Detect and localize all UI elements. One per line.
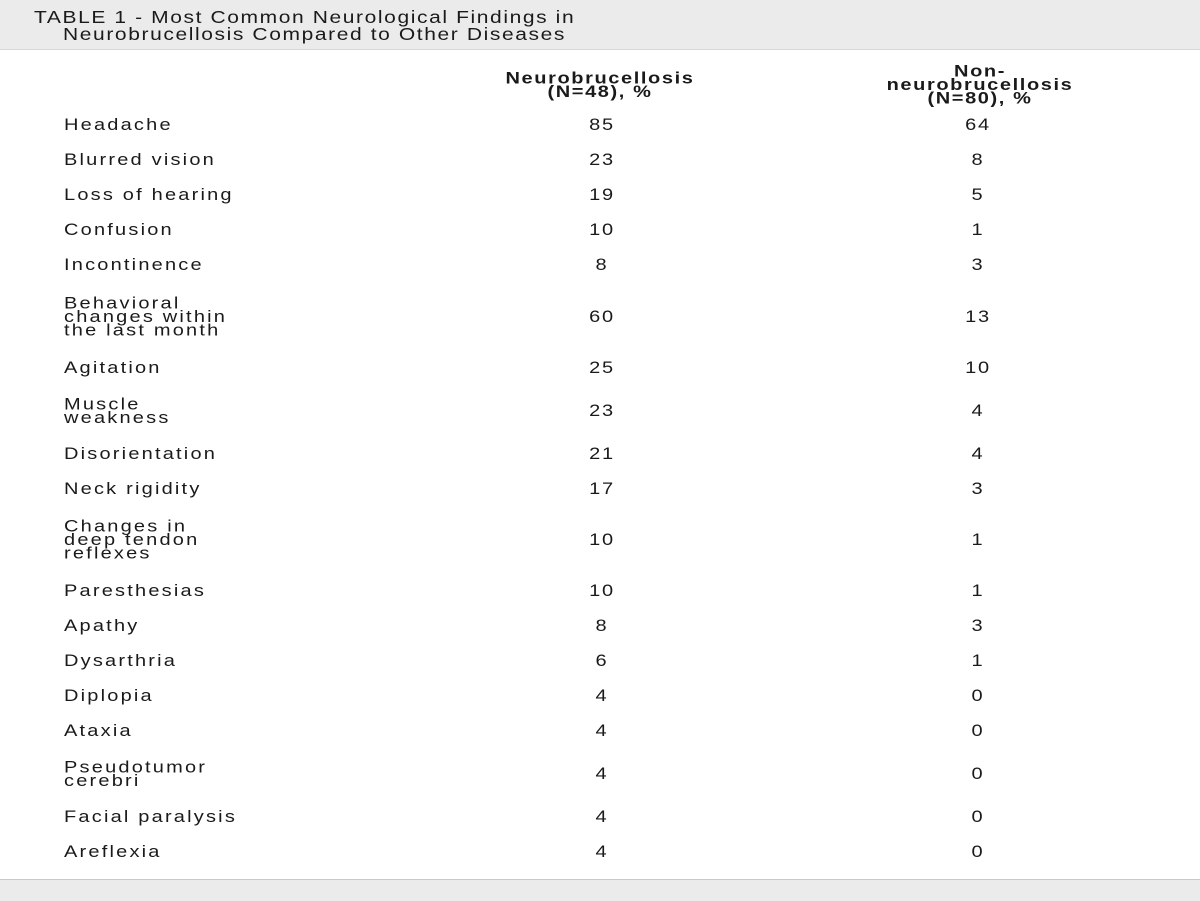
neurobrucellosis-value: 8 [595,616,609,636]
finding-label: Dysarthria [64,651,178,671]
finding-label: Paresthesias [64,581,207,601]
table-caption-bar [0,0,1200,50]
neurobrucellosis-value: 25 [589,358,615,378]
non-neurobrucellosis-value: 13 [965,307,991,327]
neurobrucellosis-value: 8 [595,255,609,275]
table-caption-line-1: TABLE 1 - Most Common Neurological Findings in [34,7,576,27]
neurobrucellosis-value: 4 [595,807,609,827]
neurobrucellosis-value: 4 [595,686,609,706]
non-neurobrucellosis-value: 0 [971,807,985,827]
neurobrucellosis-value: 85 [589,115,615,135]
neurobrucellosis-value: 10 [589,581,615,601]
neurobrucellosis-value: 23 [589,401,615,421]
non-neurobrucellosis-value: 5 [971,185,985,205]
non-neurobrucellosis-value: 1 [971,220,985,240]
column-header-line: Neurobrucellosis [505,68,695,88]
neurobrucellosis-value: 6 [595,651,609,671]
finding-label: Pseudotumor cerebri [64,757,208,791]
neurobrucellosis-value: 19 [589,185,615,205]
non-neurobrucellosis-value: 0 [971,842,985,862]
finding-label: Agitation [64,358,162,378]
column-header-neurobrucellosis [420,68,780,102]
neurobrucellosis-value: 4 [595,764,609,784]
finding-label: Loss of hearing [64,185,234,205]
finding-label: Headache [64,115,173,135]
non-neurobrucellosis-value: 10 [965,358,991,378]
column-header-non-neurobrucellosis [790,62,1170,108]
neurobrucellosis-value: 23 [589,150,615,170]
neurobrucellosis-value: 4 [595,842,609,862]
finding-label: Muscle weakness [64,394,171,428]
neurobrucellosis-value: 4 [595,721,609,741]
finding-label: Facial paralysis [64,807,238,827]
finding-label: Apathy [64,616,140,636]
non-neurobrucellosis-value: 0 [971,764,985,784]
finding-label: Disorientation [64,444,218,464]
neurobrucellosis-value: 10 [589,530,615,550]
neurobrucellosis-value: 60 [589,307,615,327]
non-neurobrucellosis-value: 1 [971,581,985,601]
neurobrucellosis-value: 21 [589,444,615,464]
column-header-line: (N=80), % [927,89,1033,108]
column-header-line: (N=48), % [547,82,653,102]
table-footer-bar [0,879,1200,901]
table-caption-line-2: Neurobrucellosis Compared to Other Diseases [63,24,566,44]
non-neurobrucellosis-value: 4 [971,444,985,464]
finding-label: Incontinence [64,255,204,275]
non-neurobrucellosis-value: 3 [971,616,985,636]
finding-label: Changes in deep tendon reflexes [64,517,200,563]
finding-label: Diplopia [64,686,154,706]
non-neurobrucellosis-value: 4 [971,401,985,421]
finding-label: Neck rigidity [64,479,202,499]
finding-label: Confusion [64,220,174,240]
non-neurobrucellosis-value: 64 [965,115,991,135]
finding-label: Blurred vision [64,150,216,170]
column-header-line: neurobrucellosis [886,75,1074,95]
finding-label: Behavioral changes within the last month [64,294,228,340]
non-neurobrucellosis-value: 1 [971,651,985,671]
non-neurobrucellosis-value: 1 [971,530,985,550]
finding-label: Ataxia [64,721,133,741]
non-neurobrucellosis-value: 3 [971,255,985,275]
neurobrucellosis-value: 10 [589,220,615,240]
neurobrucellosis-value: 17 [589,479,615,499]
finding-label: Areflexia [64,842,162,862]
non-neurobrucellosis-value: 0 [971,686,985,706]
non-neurobrucellosis-value: 8 [971,150,985,170]
non-neurobrucellosis-value: 3 [971,479,985,499]
column-header-line: Non- [954,62,1006,81]
non-neurobrucellosis-value: 0 [971,721,985,741]
